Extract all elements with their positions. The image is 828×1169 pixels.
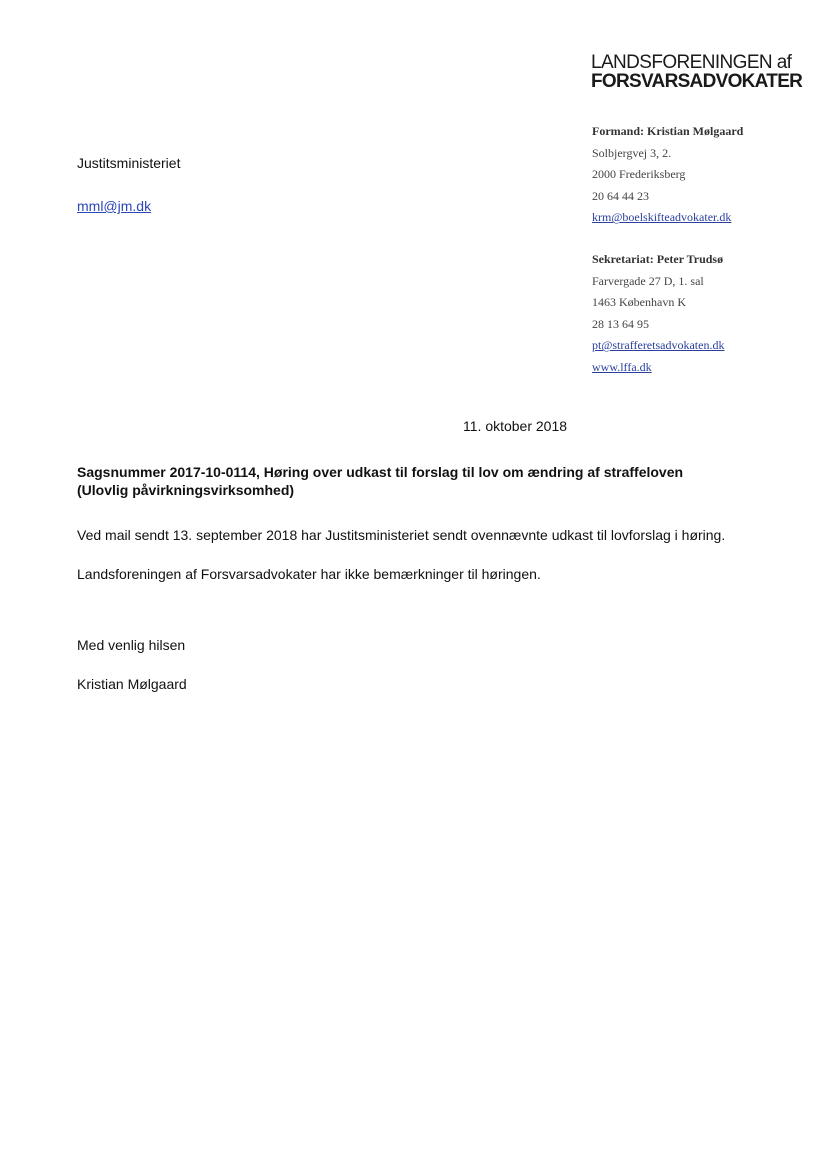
secretariat-phone: 28 13 64 95	[592, 316, 649, 331]
subject-line: Sagsnummer 2017-10-0114, Høring over udkast til forslag til lov om ændring af straffeloven (Ulovlig påvirkningsvirksomhed)	[77, 464, 684, 498]
website-link[interactable]: www.lffa.dk	[592, 359, 652, 374]
secretariat-email-link[interactable]: pt@strafferetsadvokaten.dk	[592, 338, 725, 353]
body-paragraph-2: Landsforeningen af Forsvarsadvokater har ikke bemærkninger til høringen.	[77, 566, 541, 582]
chair-street: Solbjergvej 3, 2.	[592, 145, 672, 160]
chair-email-link[interactable]: krm@boelskifteadvokater.dk	[592, 210, 732, 225]
chair-city: 2000 Frederiksberg	[592, 167, 686, 182]
chair-heading: Formand: Kristian Mølgaard	[592, 124, 744, 138]
closing-phrase: Med venlig hilsen	[77, 637, 186, 653]
contact-block	[592, 121, 817, 379]
org-name-line1: LANDSFORENINGEN af	[591, 52, 792, 73]
letter-date: 11. oktober 2018	[463, 418, 568, 434]
org-name-line2: FORSVARSADVOKATER	[591, 71, 803, 92]
signer-name: Kristian Mølgaard	[77, 676, 187, 692]
letterhead-logo	[591, 52, 811, 90]
recipient-email-link[interactable]: mml@jm.dk	[77, 198, 152, 214]
secretariat-heading: Sekretariat: Peter Trudsø	[592, 251, 724, 266]
chair-phone: 20 64 44 23	[592, 188, 649, 203]
contact-spacer	[592, 229, 817, 249]
secretariat-street: Farvergade 27 D, 1. sal	[592, 273, 704, 288]
body-paragraph-1: Ved mail sendt 13. september 2018 har Justitsministeriet sendt ovennævnte udkast til lovforslag i høring.	[77, 527, 726, 543]
recipient-name: Justitsministeriet	[77, 155, 181, 171]
secretariat-city: 1463 København K	[592, 295, 686, 310]
